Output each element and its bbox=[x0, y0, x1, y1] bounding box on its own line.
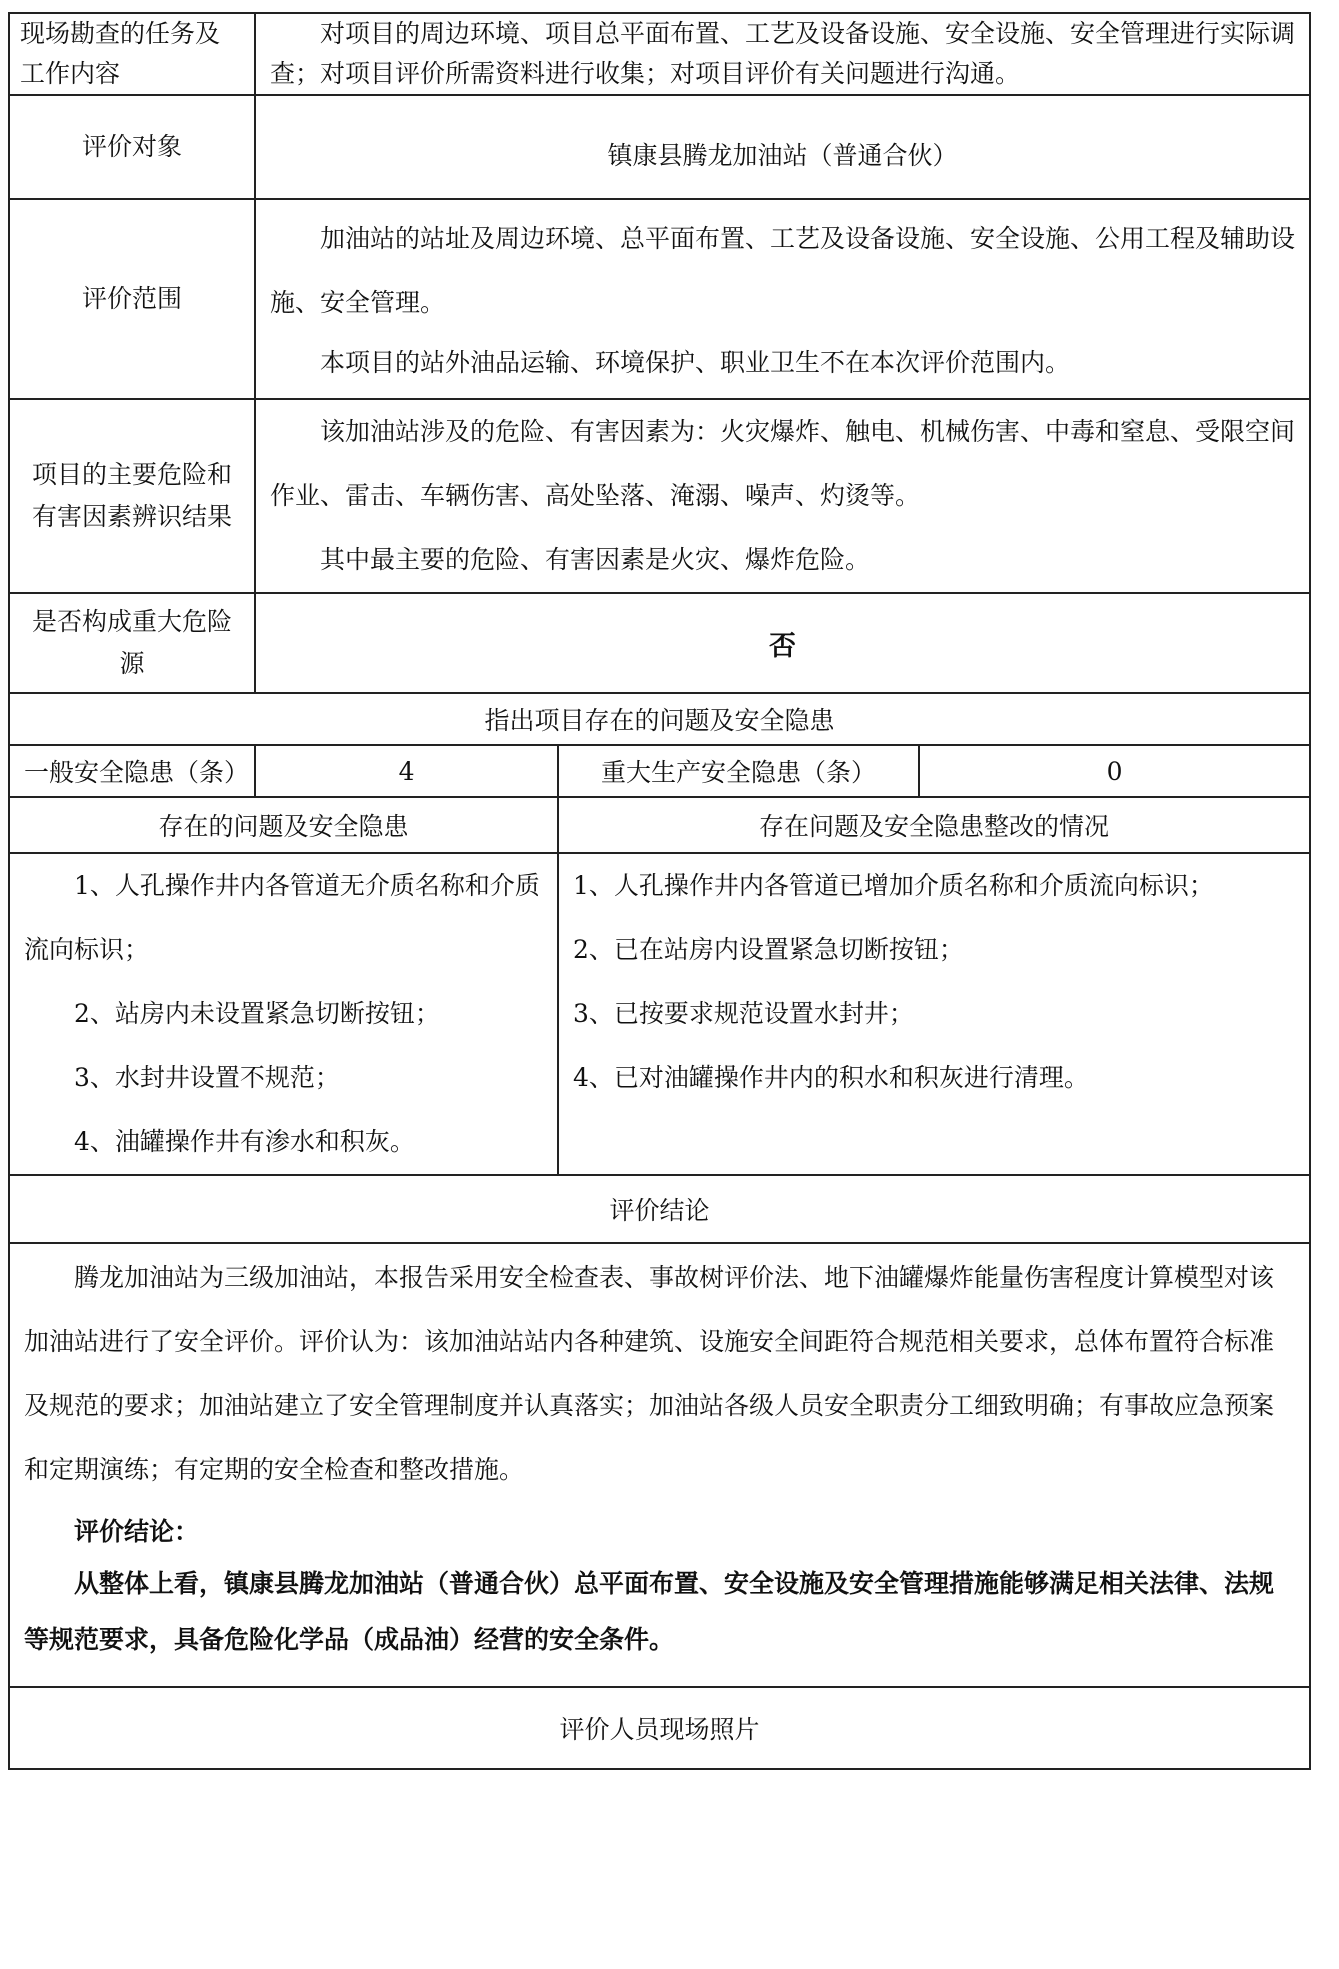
row-issues-header bbox=[9, 693, 1310, 745]
evaluation-scope-label: 评价范围 bbox=[9, 199, 255, 399]
site-survey-label: 现场勘查的任务及工作内容 bbox=[9, 13, 255, 95]
row-conclusion-header bbox=[9, 1175, 1310, 1243]
rectification-item: 1、人孔操作井内各管道已增加介质名称和介质流向标识； bbox=[573, 871, 1214, 900]
hazards-label: 项目的主要危险和有害因素辨识结果 bbox=[9, 399, 255, 593]
evaluation-object-value: 镇康县腾龙加油站（普通合伙） bbox=[255, 95, 1310, 199]
problem-item: 2、站房内未设置紧急切断按钮； bbox=[74, 999, 440, 1028]
photos-header: 评价人员现场照片 bbox=[9, 1687, 1310, 1769]
evaluation-form bbox=[8, 12, 1309, 1770]
row-site-survey bbox=[9, 13, 1310, 95]
problems-column-header: 存在的问题及安全隐患 bbox=[9, 797, 558, 853]
major-hazard-count-label: 重大生产安全隐患（条） bbox=[558, 745, 919, 797]
hazards-para-1: 该加油站涉及的危险、有害因素为：火灾爆炸、触电、机械伤害、中毒和窒息、受限空间作业、雷击、车辆伤害、高处坠落、淹溺、噪声、灼烫等。 bbox=[270, 417, 1296, 510]
evaluation-table bbox=[8, 12, 1311, 1770]
evaluation-scope-para-2: 本项目的站外油品运输、环境保护、职业卫生不在本次评价范围内。 bbox=[320, 348, 1071, 377]
rectification-list bbox=[558, 853, 1310, 1175]
problem-item: 1、人孔操作井内各管道无介质名称和介质流向标识； bbox=[24, 871, 540, 964]
conclusion-header: 评价结论 bbox=[9, 1175, 1310, 1243]
row-major-hazard bbox=[9, 593, 1310, 693]
major-hazard-count: 0 bbox=[919, 745, 1310, 797]
major-hazard-label: 是否构成重大危险源 bbox=[9, 593, 255, 693]
hazards-para-2: 其中最主要的危险、有害因素是火灾、爆炸危险。 bbox=[320, 545, 871, 574]
rectification-item: 2、已在站房内设置紧急切断按钮； bbox=[573, 935, 964, 964]
conclusion-final: 从整体上看，镇康县腾龙加油站（普通合伙）总平面布置、安全设施及安全管理措施能够满足相关法律、法规等规范要求，具备危险化学品（成品油）经营的安全条件。 bbox=[24, 1569, 1275, 1654]
conclusion-body: 腾龙加油站为三级加油站，本报告采用安全检查表、事故树评价法、地下油罐爆炸能量伤害程度计算模型对该加油站进行了安全评价。评价认为：该加油站站内各种建筑、设施安全间距符合规范相关要求，总体布置符合标准及规范的要求；加油站建立了安全管理制度并认真落实；加油站各级人员安全职责分工细致明确；有事故应急预案和定期演练；有定期的安全检查和整改措施。 bbox=[24, 1263, 1275, 1484]
site-survey-content: 对项目的周边环境、项目总平面布置、工艺及设备设施、安全设施、安全管理进行实际调查；对项目评价所需资料进行收集；对项目评价有关问题进行沟通。 bbox=[270, 19, 1296, 88]
row-evaluation-scope bbox=[9, 199, 1310, 399]
rectification-item: 3、已按要求规范设置水封井； bbox=[573, 999, 914, 1028]
row-hazards bbox=[9, 399, 1310, 593]
problems-list bbox=[9, 853, 558, 1175]
rectification-item: 4、已对油罐操作井内的积水和积灰进行清理。 bbox=[573, 1063, 1089, 1092]
rectification-column-header: 存在问题及安全隐患整改的情况 bbox=[558, 797, 1310, 853]
general-hazard-label: 一般安全隐患（条） bbox=[9, 745, 255, 797]
problem-item: 4、油罐操作井有渗水和积灰。 bbox=[74, 1127, 415, 1156]
issues-header: 指出项目存在的问题及安全隐患 bbox=[9, 693, 1310, 745]
evaluation-scope-para-1: 加油站的站址及周边环境、总平面布置、工艺及设备设施、安全设施、公用工程及辅助设施、安全管理。 bbox=[270, 224, 1296, 317]
problem-item: 3、水封井设置不规范； bbox=[74, 1063, 340, 1092]
row-issue-lists bbox=[9, 853, 1310, 1175]
row-evaluation-object bbox=[9, 95, 1310, 199]
row-hazard-counts bbox=[9, 745, 1310, 797]
general-hazard-count: 4 bbox=[255, 745, 558, 797]
row-conclusion-body bbox=[9, 1243, 1310, 1687]
conclusion-subheading: 评价结论： bbox=[74, 1517, 200, 1546]
row-issue-columns bbox=[9, 797, 1310, 853]
evaluation-object-label: 评价对象 bbox=[9, 95, 255, 199]
major-hazard-value: 否 bbox=[255, 593, 1310, 693]
row-photos bbox=[9, 1687, 1310, 1769]
